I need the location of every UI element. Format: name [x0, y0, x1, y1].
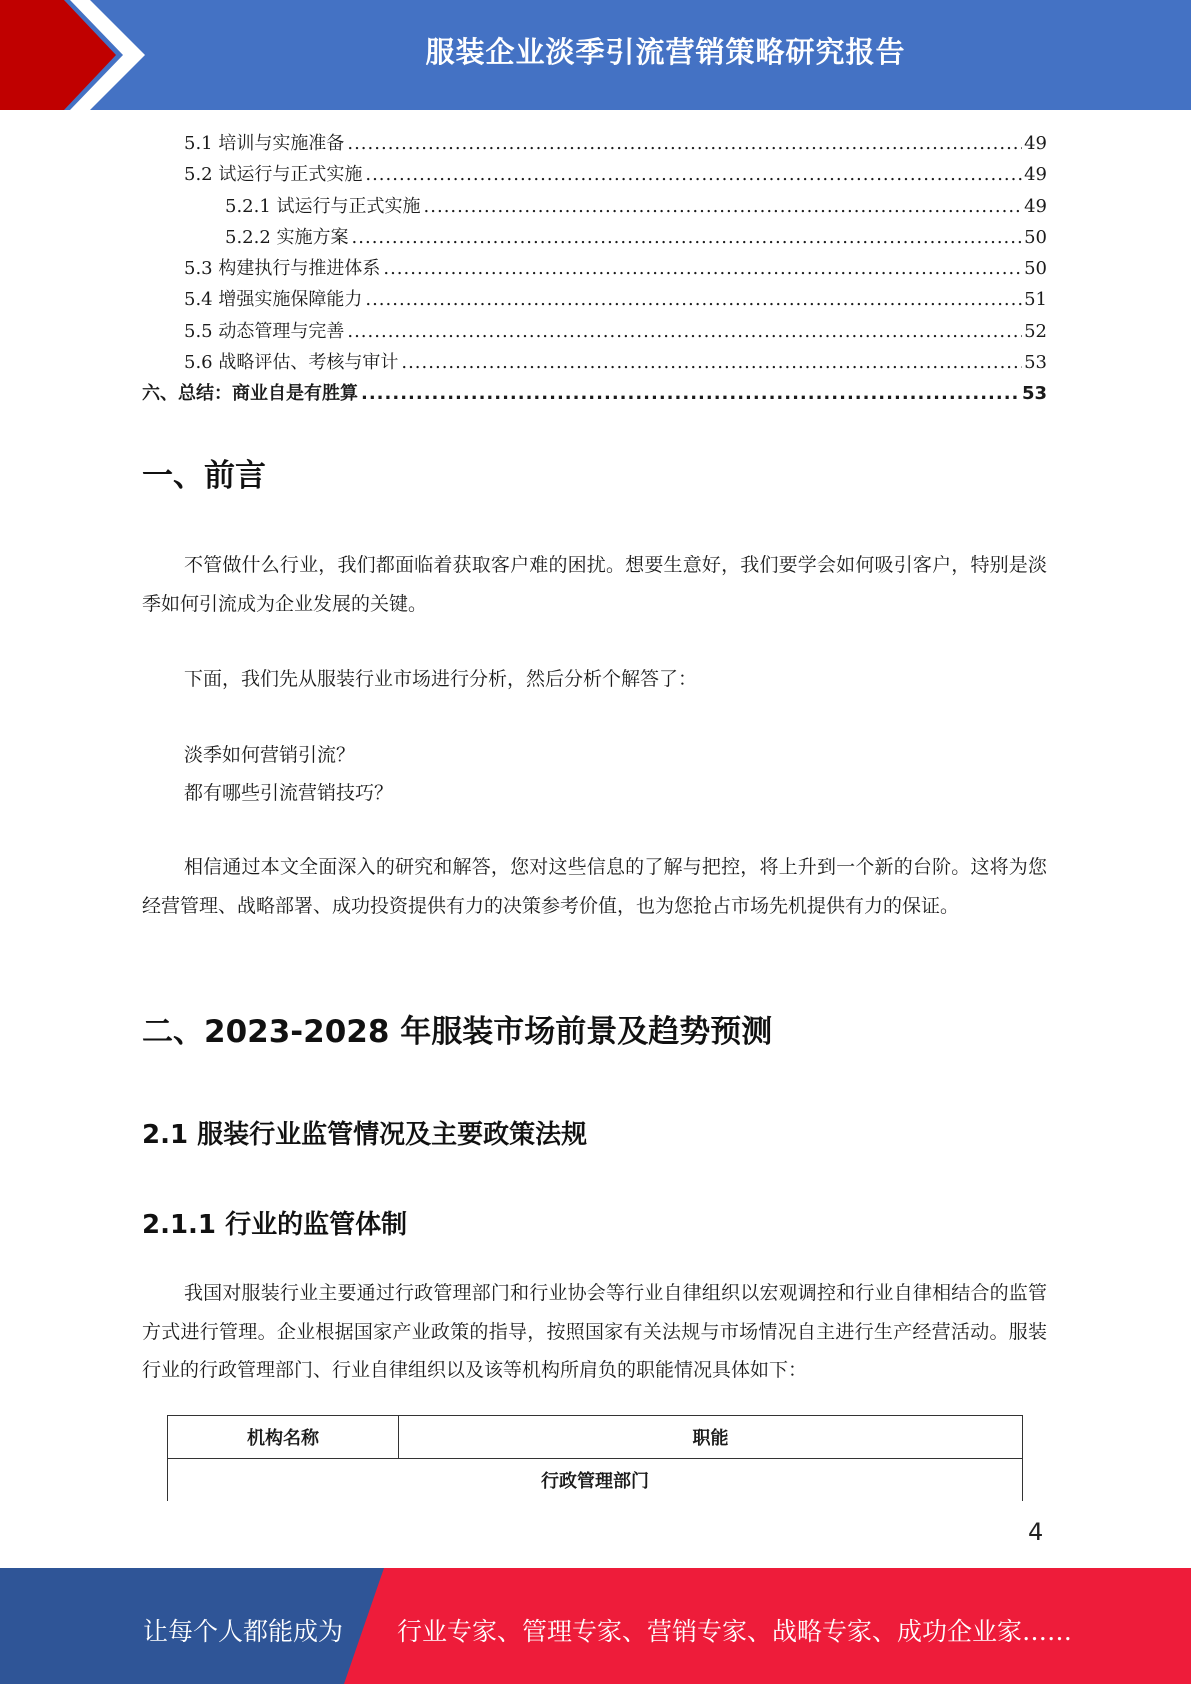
toc-entry[interactable]	[142, 253, 1047, 284]
toc-entry-chapter[interactable]	[142, 378, 1047, 409]
toc-entry-title: 5.3 构建执行与推进体系	[184, 258, 381, 280]
toc-leader-dots	[424, 191, 1023, 222]
section-heading-market-forecast: 二、2023-2028 年服装市场前景及趋势预测	[142, 1014, 773, 1050]
toc-entry[interactable]	[142, 128, 1047, 159]
table-of-contents	[142, 128, 1047, 410]
toc-entry-page: 52	[1024, 320, 1047, 342]
subsection-heading: 2.1 服装行业监管情况及主要政策法规	[142, 1120, 588, 1150]
page-header	[0, 0, 1191, 110]
page-footer	[0, 1568, 1191, 1684]
toc-entry-title: 5.2 试运行与正式实施	[184, 164, 363, 186]
toc-leader-dots	[352, 222, 1023, 253]
toc-leader-dots	[347, 128, 1022, 159]
toc-entry-title: 5.4 增强实施保障能力	[184, 289, 363, 311]
toc-entry-title: 5.5 动态管理与完善	[184, 320, 345, 342]
toc-entry-title: 六、总结：商业自是有胜算	[142, 383, 358, 405]
subsubsection-heading: 2.1.1 行业的监管体制	[142, 1210, 408, 1240]
toc-entry-title: 5.2.1 试运行与正式实施	[225, 195, 421, 217]
paragraph: 下面，我们先从服装行业市场进行分析，然后分析个解答了：	[184, 668, 698, 690]
paragraph: 我国对服装行业主要通过行政管理部门和行业协会等行业自律组织以宏观调控和行业自律相结合的监管方式进行管理。企业根据国家产业政策的指导，按照国家有关法规与市场情况自主进行生产经营活动。服装行业的行政管理部门、行业自律组织以及该等机构所肩负的职能情况具体如下：	[142, 1282, 1047, 1381]
section-heading-preface: 一、前言	[142, 458, 266, 494]
toc-entry-page: 53	[1024, 352, 1047, 374]
toc-entry[interactable]	[142, 191, 1047, 222]
table-header-row	[168, 1416, 1023, 1459]
table-header-cell: 机构名称	[168, 1416, 399, 1459]
toc-entry-page: 49	[1024, 164, 1047, 186]
toc-entry[interactable]	[142, 347, 1047, 378]
toc-entry-page: 53	[1021, 383, 1047, 405]
report-title: 服装企业淡季引流营销策略研究报告	[425, 35, 906, 69]
toc-entry-title: 5.1 培训与实施准备	[184, 133, 345, 154]
table-group-cell: 行政管理部门	[168, 1459, 1023, 1502]
toc-entry-title: 5.2.2 实施方案	[225, 226, 349, 248]
toc-entry[interactable]	[142, 222, 1047, 253]
toc-entry-page: 50	[1024, 258, 1047, 280]
question-line: 淡季如何营销引流？	[184, 744, 356, 766]
table-group-row	[168, 1459, 1023, 1502]
toc-entry[interactable]	[142, 159, 1047, 190]
table-header-cell: 职能	[399, 1416, 1023, 1459]
page-number: 4	[1028, 1518, 1044, 1546]
toc-entry-title: 5.6 战略评估、考核与审计	[184, 352, 399, 374]
toc-entry[interactable]	[142, 284, 1047, 315]
footer-slogan-left: 让每个人都能成为	[143, 1617, 344, 1646]
toc-entry-page: 51	[1024, 289, 1047, 311]
paragraph: 不管做什么行业，我们都面临着获取客户难的困扰。想要生意好，我们要学会如何吸引客户，特别是淡季如何引流成为企业发展的关键。	[142, 554, 1047, 615]
toc-leader-dots	[383, 253, 1022, 284]
paragraph: 相信通过本文全面深入的研究和解答，您对这些信息的了解与把控，将上升到一个新的台阶。这将为您经营管理、战略部署、成功投资提供有力的决策参考价值，也为您抢占市场先机提供有力的保证。	[142, 856, 1047, 917]
toc-leader-dots	[347, 316, 1022, 347]
toc-leader-dots	[401, 347, 1022, 378]
toc-entry-page: 49	[1024, 133, 1047, 154]
toc-leader-dots	[365, 159, 1022, 190]
toc-entry-page: 50	[1024, 226, 1047, 248]
toc-leader-dots	[361, 378, 1020, 409]
regulatory-bodies-table	[167, 1415, 1023, 1501]
footer-slogan-right: 行业专家、管理专家、营销专家、战略专家、成功企业家……	[397, 1617, 1073, 1646]
toc-leader-dots	[365, 284, 1022, 315]
toc-entry-page: 49	[1024, 195, 1047, 217]
toc-entry[interactable]	[142, 316, 1047, 347]
header-chevron-decoration	[0, 0, 160, 110]
question-line: 都有哪些引流营销技巧？	[184, 782, 394, 804]
